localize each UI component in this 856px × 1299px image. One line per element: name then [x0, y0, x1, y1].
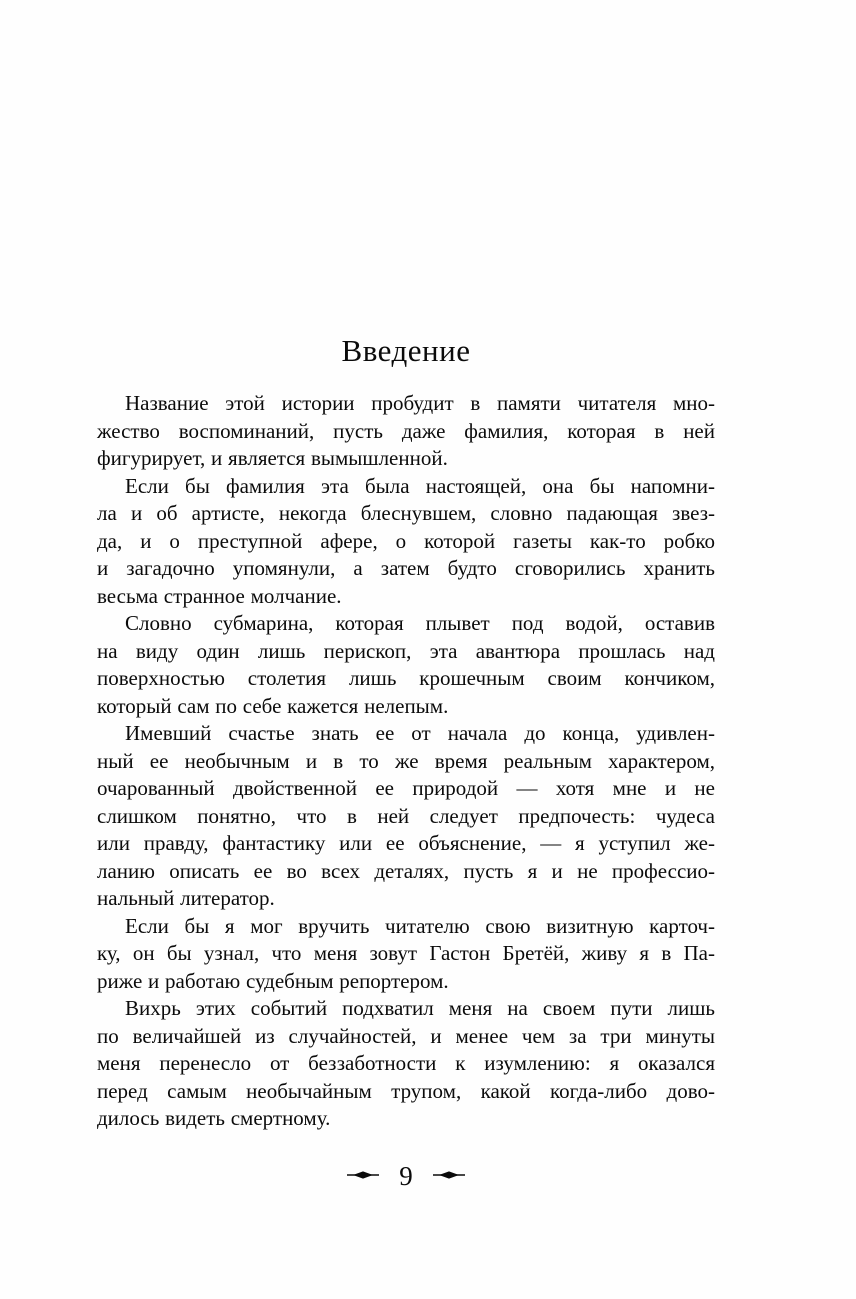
text-line: жество воспоминаний, пусть даже фамилия, которая в ней	[97, 418, 715, 443]
text-line: перед самым необычайным трупом, какой когда-либо дово-	[97, 1078, 715, 1103]
text-line: нальный литератор.	[97, 886, 275, 910]
text-line: поверхностью столетия лишь крошечным своим кончиком,	[97, 666, 715, 690]
text-line: который сам по себе кажется нелепым.	[97, 693, 449, 718]
text-line: или правду, фантастику или ее объяснение, — я уступил же-	[97, 831, 715, 855]
text-line: Если бы я мог вручить читателю свою визитную карточ-	[125, 913, 715, 938]
diamond-rule-right-icon	[433, 1170, 465, 1180]
text-line: да, и о преступной афере, о которой газеты как-то робко	[97, 528, 715, 553]
text-line: Если бы фамилия эта была настоящей, она бы напомни-	[125, 473, 715, 498]
text-line: ла и об артисте, некогда блеснувшем, словно падающая звез-	[97, 501, 715, 525]
text-line: весьма странное молчание.	[97, 583, 342, 608]
text-line: ный ее необычным и в то же время реальным характером,	[97, 748, 715, 773]
page-footer	[97, 1155, 715, 1195]
paragraph	[97, 995, 715, 1133]
paragraph	[97, 390, 715, 473]
text-line: очарованный двойственной ее природой — хотя мне и не	[97, 776, 715, 800]
text-line: ланию описать ее во всех деталях, пусть я и не профессио-	[97, 858, 715, 883]
text-line: дилось видеть смертному.	[97, 1106, 331, 1130]
text-line: и загадочно упомянули, а затем будто сговорились хранить	[97, 556, 715, 580]
text-line: фигурирует, и является вымышленной.	[97, 446, 448, 470]
text-line: Словно субмарина, которая плывет под водой, оставив	[125, 611, 715, 635]
paragraph	[97, 473, 715, 611]
text-line: Вихрь этих событий подхватил меня на своем пути лишь	[125, 996, 715, 1020]
page-number: 9	[399, 1161, 413, 1191]
chapter-title: Введение	[341, 333, 471, 368]
paragraph	[97, 610, 715, 720]
text-line: по величайшей из случайностей, и менее чем за три минуты	[97, 1023, 715, 1048]
text-line: меня перенесло от беззаботности к изумлению: я оказался	[97, 1051, 715, 1075]
text-block	[97, 390, 715, 1133]
text-line: слишком понятно, что в ней следует предпочесть: чудеса	[97, 803, 715, 828]
paragraph	[97, 720, 715, 913]
text-line: Название этой истории пробудит в памяти читателя мно-	[125, 391, 715, 415]
text-line: на виду один лишь перископ, эта авантюра прошлась над	[97, 638, 715, 663]
text-line: Имевший счастье знать ее от начала до конца, удивлен-	[125, 721, 715, 745]
diamond-rule-left-icon	[347, 1170, 379, 1180]
paragraph	[97, 913, 715, 996]
text-line: ку, он бы узнал, что меня зовут Гастон Бретёй, живу я в Па-	[97, 941, 715, 965]
text-line: риже и работаю судебным репортером.	[97, 968, 449, 993]
